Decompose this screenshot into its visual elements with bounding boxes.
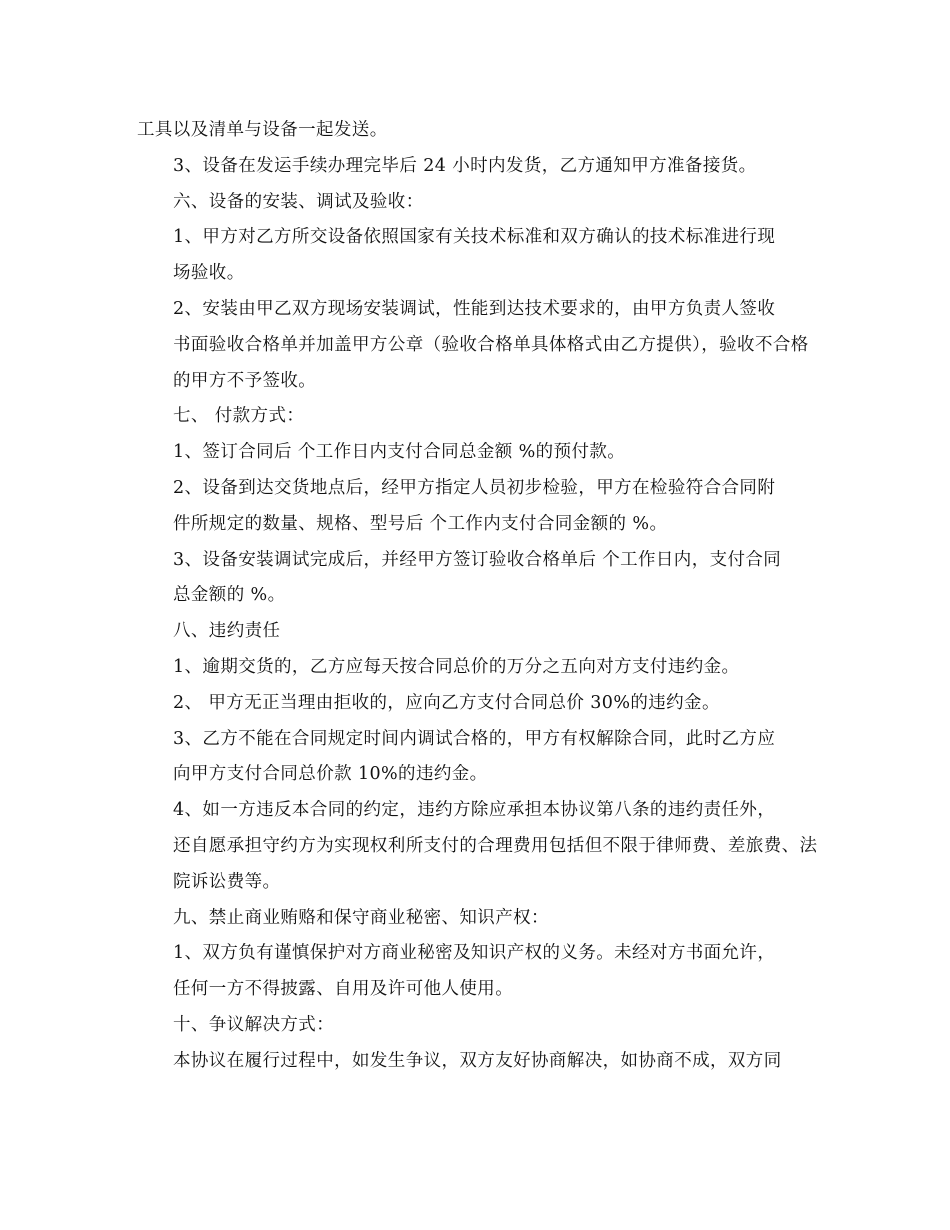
- paragraph-line: 4、如一方违反本合同的约定，违约方除应承担本协议第八条的违约责任外，: [173, 800, 776, 821]
- contract-paragraph: [137, 936, 817, 1008]
- paragraph-line: 3、乙方不能在合同规定时间内调试合格的，甲方有权解除合同，此时乙方应: [173, 728, 776, 749]
- paragraph-line: 3、设备安装调试完成后，并经甲方签订验收合格单后 个工作日内，支付合同: [173, 549, 782, 570]
- document-body: [137, 113, 817, 1080]
- contract-paragraph: [137, 614, 817, 650]
- paragraph-line: 总金额的 %。: [173, 585, 286, 606]
- contract-paragraph: [137, 185, 817, 221]
- paragraph-line: 七、 付款方式：: [173, 406, 305, 427]
- paragraph-line: 任何一方不得披露、自用及许可他人使用。: [173, 979, 514, 1000]
- paragraph-line: 2、设备到达交货地点后，经甲方指定人员初步检验，甲方在检验符合合同附: [173, 477, 776, 498]
- paragraph-line: 2、安装由甲乙双方现场安装调试，性能到达技术要求的，由甲方负责人签收: [173, 298, 776, 319]
- paragraph-line: 1、逾期交货的，乙方应每天按合同总价的万分之五向对方支付违约金。: [173, 656, 740, 677]
- paragraph-line: 2、 甲方无正当理由拒收的，应向乙方支付合同总价 30%的违约金。: [173, 692, 720, 713]
- contract-paragraph: [137, 113, 817, 149]
- contract-paragraph: [137, 650, 817, 686]
- paragraph-line: 六、设备的安装、调试及验收：: [173, 191, 424, 212]
- paragraph-line: 还自愿承担守约方为实现权利所支付的合理费用包括但不限于律师费、差旅费、法: [173, 835, 818, 856]
- paragraph-line: 的甲方不予签收。: [173, 370, 317, 391]
- paragraph-line: 场验收。: [173, 263, 245, 284]
- paragraph-line: 九、禁止商业贿赂和保守商业秘密、知识产权：: [173, 907, 549, 928]
- contract-paragraph: [137, 399, 817, 435]
- paragraph-line: 十、争议解决方式：: [173, 1014, 335, 1035]
- paragraph-line: 八、违约责任: [173, 621, 281, 642]
- paragraph-line: 1、甲方对乙方所交设备依照国家有关技术标准和双方确认的技术标准进行现: [173, 227, 776, 248]
- paragraph-line: 件所规定的数量、规格、型号后 个工作内支付合同金额的 %。: [173, 513, 668, 534]
- paragraph-line: 1、签订合同后 个工作日内支付合同总金额 %的预付款。: [173, 442, 626, 463]
- contract-paragraph: [137, 793, 817, 900]
- contract-paragraph: [137, 543, 817, 615]
- paragraph-line: 本协议在履行过程中，如发生争议，双方友好协商解决，如协商不成，双方同: [173, 1050, 782, 1071]
- contract-paragraph: [137, 686, 817, 722]
- contract-paragraph: [137, 1008, 817, 1044]
- contract-paragraph: [137, 722, 817, 794]
- contract-paragraph: [137, 901, 817, 937]
- paragraph-line: 3、设备在发运手续办理完毕后 24 小时内发货，乙方通知甲方准备接货。: [173, 155, 757, 176]
- contract-paragraph: [137, 435, 817, 471]
- paragraph-line: 向甲方支付合同总价款 10%的违约金。: [173, 764, 488, 785]
- paragraph-line: 1、双方负有谨慎保护对方商业秘密及知识产权的义务。未经对方书面允许，: [173, 943, 776, 964]
- contract-paragraph: [137, 471, 817, 543]
- contract-paragraph: [137, 220, 817, 292]
- paragraph-line: 院诉讼费等。: [173, 871, 281, 892]
- paragraph-line: 书面验收合格单并加盖甲方公章（验收合格单具体格式由乙方提供），验收不合格: [173, 334, 809, 355]
- contract-paragraph: [137, 1044, 817, 1080]
- contract-paragraph: [137, 149, 817, 185]
- contract-paragraph: [137, 292, 817, 399]
- paragraph-line: 工具以及清单与设备一起发送。: [137, 120, 388, 140]
